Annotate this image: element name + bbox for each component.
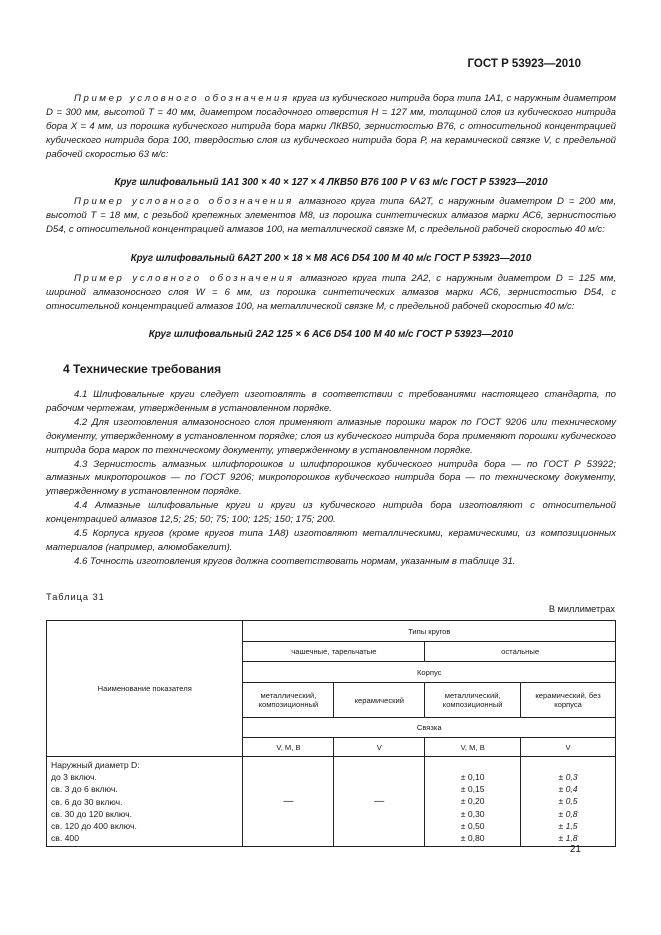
example-designation: Круг шлифовальный 2А2 125 × 6 АС6 D54 100 М 40 м/с ГОСТ Р 53923—2010 [148,329,514,340]
table-cell-v4: ± 0,3 ± 0,4 ± 0,5 ± 0,8 ± 1,5 ± 1,8 [521,757,616,847]
table-group-other: остальные [425,642,616,662]
example-lead: Пример условного обозначения [74,196,294,207]
table-bond-4: V [521,738,616,757]
requirement-4-3: 4.3 Зернистость алмазных шлифпорошков и шлифпорошков кубического нитрида бора — по ГОСТ Р 53922; алмазных микропорошков — по ГОСТ 9206; микропорошков кубического нитрида бора — по техническому документу, утвержденному в установленном порядке. [46,458,616,498]
example-text: круга из кубического нитрида бора типа 1А1, с наружным диаметром D = 300 мм, высотой Т = 40 мм, диаметром посадочного отверстия Н = 127 мм, толщиной слоя из кубического нитрида бора Х = 4 мм, из порошка кубического нитрида бора марки ЛКВ50, зернистостью В76, с относительной концентрацией кубического нитрида бора 100, твердостью слоя из кубического нитрида бора Р, на керамической связке V, с предельной рабочей скоростью 63 м/с: [46,93,616,160]
table-col-ceramic-2: керамический, без корпуса [521,683,616,718]
table-header-types: Типы кругов [243,621,616,642]
table-cell-v2: — [334,757,425,847]
example-text: алмазного круга типа 2А2, с наружным диаметром D = 125 мм, шириной алмазоносного слоя W = 6 мм, из порошка синтетических алмазов марки АС6, зернистостью D54, с относительной концентрацией алмазов 100, на металлической связке М, с предельной рабочей скоростью 40 м/с: [46,273,617,312]
table-col-ceramic-1: керамический [334,683,425,718]
table-row-param: Наружный диаметр D: до 3 включ. св. 3 до 6 включ. св. 6 до 30 включ. св. 30 до 120 включ. св. 120 до 400 включ. св. 400 [47,757,243,847]
page-number: 21 [569,844,581,855]
requirement-4-4: 4.4 Алмазные шлифовальные круги и круги из кубического нитрида бора изготовляют с относительной концентрацией алмазов 12,5; 25; 50; 75; 100; 125; 150; 175; 200. [46,500,616,526]
table-caption: Таблица 31 [46,592,105,602]
requirement-4-2: 4.2 Для изготовления алмазоносного слоя применяют алмазные порошки марок по ГОСТ 9206 или техническому документу, утвержденному в установленном порядке; слоя из кубического нитрида бора применяют порошки кубического нитрида бора марок по техническому документу, утвержденному в установленном порядке. [46,416,616,456]
example-lead: Пример условного обозначения [74,93,290,104]
table-group-cup: чашечные, тарельчатые [243,642,425,662]
requirement-4-1: 4.1 Шлифовальные круги следует изготовлять в соответствии с требованиями настоящего стандарта, по рабочим чертежам, утвержденным в установленном порядке. [46,389,616,414]
requirements-list [46,388,616,569]
example-text: алмазного круга типа 6А2Т, с наружным диаметром D = 200 мм, высотой Т = 18 мм, с резьбой крепежных элементов М8, из порошка синтетических алмазов марки АС6, зернистостью D54, с относительной концентрацией алмазов 100, на металлической связке М, с предельной рабочей скоростью 40 м/с: [46,196,616,235]
table-cell-v1: — [243,757,334,847]
table-header-param: Наименование показателя [47,621,243,757]
example-1 [46,92,616,162]
table-cell-v3: ± 0,10 ± 0,15 ± 0,20 ± 0,30 ± 0,50 ± 0,80 [425,757,521,847]
table-31 [46,620,616,847]
example-designation: Круг шлифовальный 6А2Т 200 × 18 × М8 АС6 D54 100 М 40 м/с ГОСТ Р 53923—2010 [130,253,532,264]
document-id: ГОСТ Р 53923—2010 [467,58,581,70]
example-2 [46,195,616,237]
table-header-body: Корпус [243,662,616,683]
table-unit: В миллиметрах [548,604,615,614]
example-designation: Круг шлифовальный 1А1 300 × 40 × 127 × 4 ЛКВ50 В76 100 Р V 63 м/с ГОСТ Р 53923—2010 [114,177,548,188]
requirement-4-5: 4.5 Корпуса кругов (кроме кругов типа 1А8) изготовляют металлическими, керамическими, из композиционных материалов (например, алюмобакелит). [46,528,616,553]
example-lead: Пример условного обозначения [74,273,295,284]
table-bond-1: V, M, B [243,738,334,757]
section-title: 4 Технические требования [63,362,222,376]
table-bond-2: V [334,738,425,757]
table-col-metal-2: металлический, композиционный [425,683,521,718]
table-bond-3: V, M, B [425,738,521,757]
example-3 [46,272,616,314]
table-col-metal-1: металлический, композиционный [243,683,334,718]
table-header-bond: Связка [243,718,616,738]
requirement-4-6: 4.6 Точность изготовления кругов должна соответствовать нормам, указанным в таблице 31. [74,555,516,567]
